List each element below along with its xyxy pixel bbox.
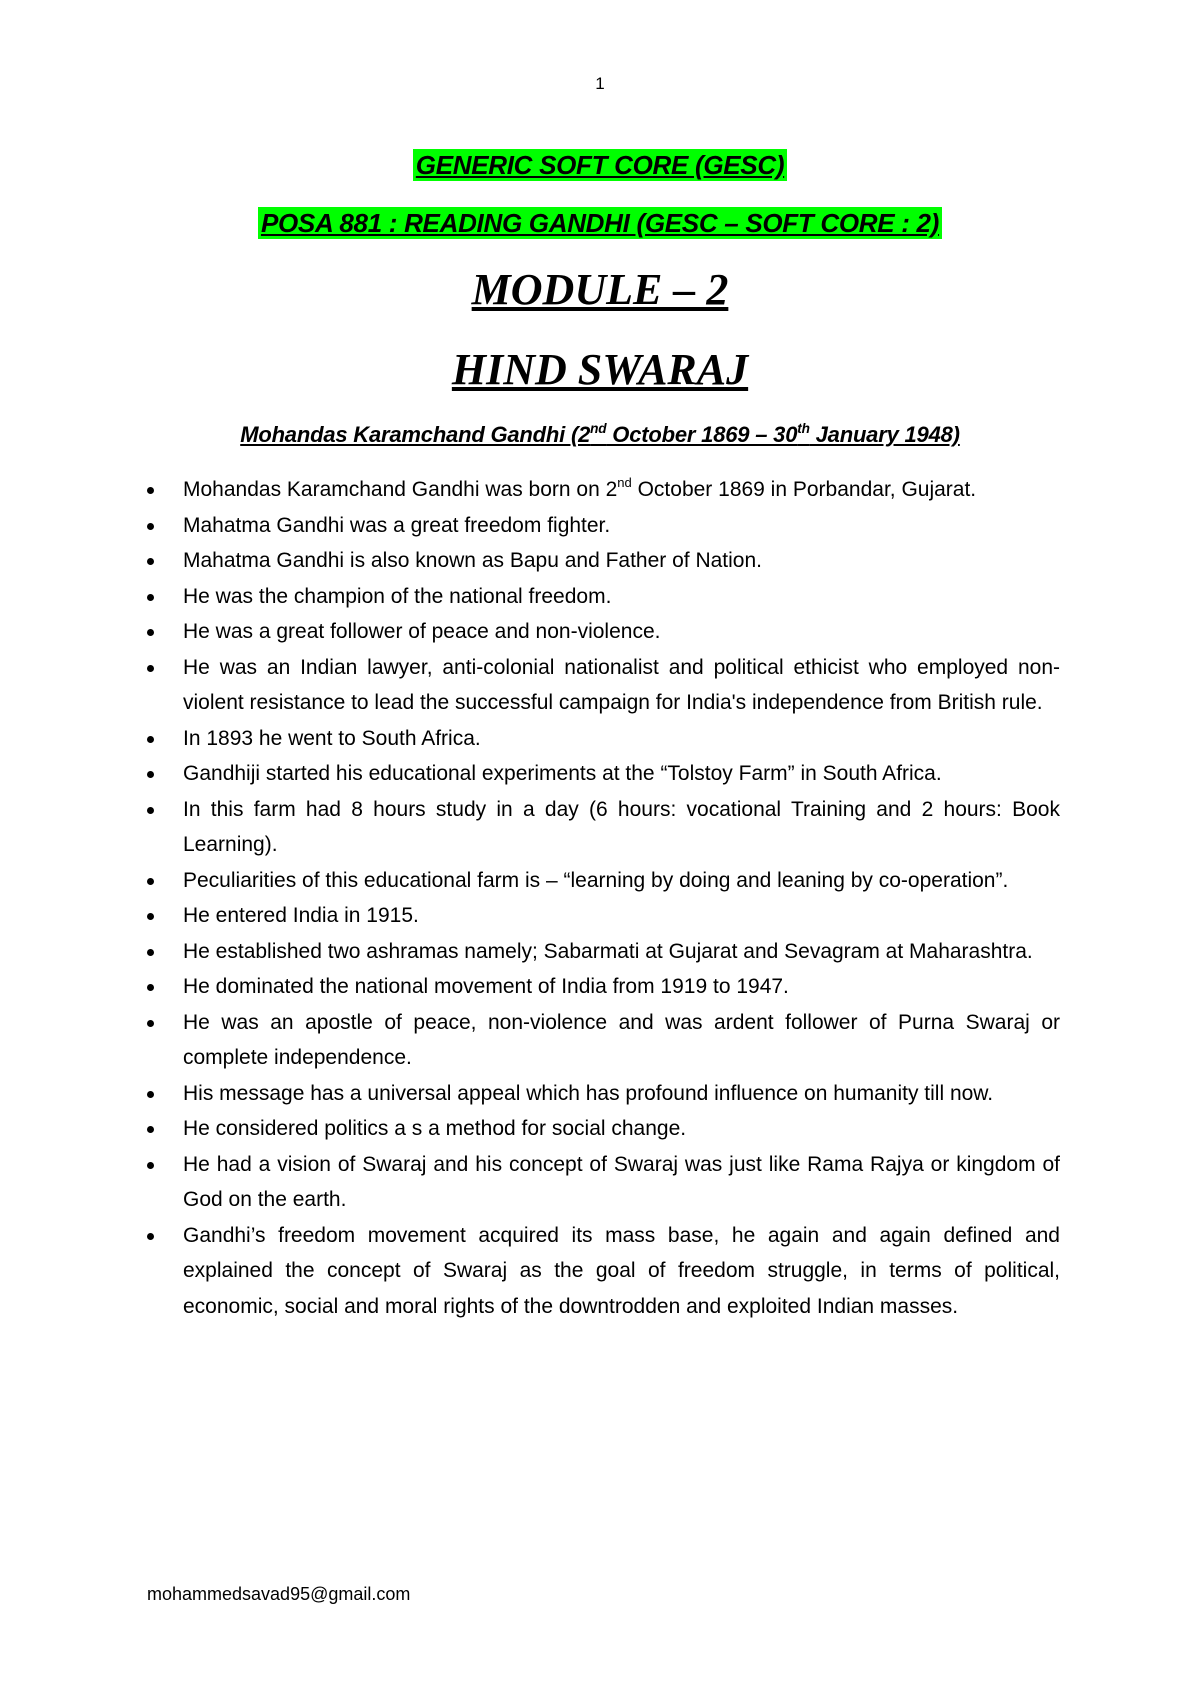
bullet-text-main: Mohandas Karamchand Gandhi was born on 2 [183, 478, 618, 501]
bullet-text [183, 727, 481, 750]
bullet-text-main: Mahatma Gandhi is also known as Bapu and Father of Nation. [183, 549, 762, 572]
bullet-item [0, 721, 1200, 757]
bullet-text [183, 798, 1060, 857]
subtitle-mid: October 1869 – 30 [606, 422, 798, 447]
bullet-dot-icon [147, 913, 154, 920]
bullet-item [0, 1111, 1200, 1147]
bullet-text [183, 1117, 686, 1140]
biography-subtitle [0, 422, 1200, 448]
bullet-text-sup: nd [617, 475, 632, 491]
bullet-dot-icon [147, 487, 154, 494]
course-category-text: GENERIC SOFT CORE (GESC) [413, 149, 787, 181]
bullet-text [183, 1011, 1060, 1070]
bullet-item [0, 1076, 1200, 1112]
bullet-text-main: He was an apostle of peace, non-violence and was ardent follower of Purna Swaraj or complete independence. [183, 1010, 1060, 1069]
bullet-dot-icon [147, 1162, 154, 1169]
bullet-item [0, 863, 1200, 899]
subtitle-sup-nd: nd [590, 421, 607, 436]
bullet-item [0, 1005, 1200, 1076]
bullet-text-main: He considered politics a s a method for social change. [183, 1117, 687, 1140]
bullet-dot-icon [147, 807, 154, 814]
bullet-dot-icon [147, 629, 154, 636]
bullet-item [0, 1147, 1200, 1218]
bullet-dot-icon [147, 878, 154, 885]
bullet-item [0, 898, 1200, 934]
bullet-dot-icon [147, 1126, 154, 1133]
bullet-item [0, 579, 1200, 615]
bullet-dot-icon [147, 665, 154, 672]
course-category-heading [0, 150, 1200, 181]
bullet-text [183, 940, 1033, 963]
bullet-text-main: He was the champion of the national freedom. [183, 584, 612, 608]
bullet-text [183, 904, 419, 927]
bullet-text [183, 475, 977, 501]
bullet-text-main: Gandhi’s freedom movement acquired its mass base, he again and again defined and explained the concept of Swaraj as the goal of freedom struggle, in terms of political, economic, social and moral rights of the downtrodden and exploited Indian masses. [183, 1223, 1060, 1318]
bullet-text [183, 975, 789, 998]
bullet-item [0, 508, 1200, 544]
bullet-dot-icon [147, 558, 154, 565]
subtitle-name: Mohandas Karamchand Gandhi (2 [240, 422, 591, 447]
bullet-item [0, 934, 1200, 970]
bullet-text-main: Peculiarities of this educational farm is – “learning by doing and leaning by co-operation”. [183, 868, 1009, 892]
bullet-dot-icon [147, 594, 154, 601]
bullet-dot-icon [147, 771, 154, 778]
bullet-text-rest: October 1869 in Porbandar, Gujarat. [631, 478, 977, 501]
bullet-text-main: He had a vision of Swaraj and his concept of Swaraj was just like Rama Rajya or kingdom of God on the earth. [183, 1152, 1060, 1211]
bullet-item [0, 614, 1200, 650]
bullet-text [183, 1224, 1060, 1318]
bullet-text [183, 585, 611, 608]
bullet-dot-icon [147, 949, 154, 956]
topic-title: HIND SWARAJ [451, 345, 749, 394]
bullet-list [0, 472, 1200, 1324]
bullet-text [183, 1153, 1060, 1212]
bullet-text-main: He entered India in 1915. [183, 904, 419, 927]
subtitle-end: January 1948) [809, 422, 960, 447]
bullet-text-main: Gandhiji started his educational experiments at the “Tolstoy Farm” in South Africa. [183, 762, 942, 785]
bullet-text [183, 620, 660, 643]
bullet-text-main: He was a great follower of peace and non-violence. [183, 620, 661, 643]
footer-email: mohammedsavad95@gmail.com [147, 1584, 411, 1604]
bullet-item [0, 1218, 1200, 1325]
bullet-dot-icon [147, 1091, 154, 1098]
bullet-text-main: His message has a universal appeal which has profound influence on humanity till now. [183, 1081, 994, 1105]
bullet-item [0, 792, 1200, 863]
bullet-text-main: He was an Indian lawyer, anti-colonial nationalist and political ethicist who employed non-violent resistance to lead the successful campaign for India's independence from British rule. [183, 655, 1060, 714]
bullet-text-main: In this farm had 8 hours study in a day (6 hours: vocational Training and 2 hours: Book Learning). [183, 797, 1060, 856]
bullet-dot-icon [147, 984, 154, 991]
bullet-item [0, 472, 1200, 508]
page-number: 1 [595, 74, 605, 93]
bullet-text-main: He dominated the national movement of India from 1919 to 1947. [183, 975, 789, 998]
bullet-dot-icon [147, 523, 154, 530]
bullet-text [183, 762, 942, 785]
bullet-text-main: He established two ashramas namely; Sabarmati at Gujarat and Sevagram at Maharashtra. [183, 939, 1033, 963]
bullet-item [0, 543, 1200, 579]
bullet-text-main: Mahatma Gandhi was a great freedom fighter. [183, 513, 611, 537]
bullet-text [183, 514, 610, 537]
subtitle-sup-th: th [797, 421, 810, 436]
bullet-text [183, 549, 762, 572]
bullet-dot-icon [147, 1233, 154, 1240]
bullet-text [183, 869, 1008, 892]
bullet-text [183, 656, 1060, 715]
bullet-dot-icon [147, 736, 154, 743]
bullet-text [183, 1082, 993, 1105]
course-code-text: POSA 881 : READING GANDHI (GESC – SOFT CORE : 2) [258, 207, 942, 239]
bullet-item [0, 650, 1200, 721]
bullet-item [0, 756, 1200, 792]
bullet-dot-icon [147, 1020, 154, 1027]
bullet-text-main: In 1893 he went to South Africa. [183, 726, 481, 750]
module-title: MODULE – 2 [471, 265, 729, 314]
course-code-heading [0, 208, 1200, 239]
bullet-item [0, 969, 1200, 1005]
